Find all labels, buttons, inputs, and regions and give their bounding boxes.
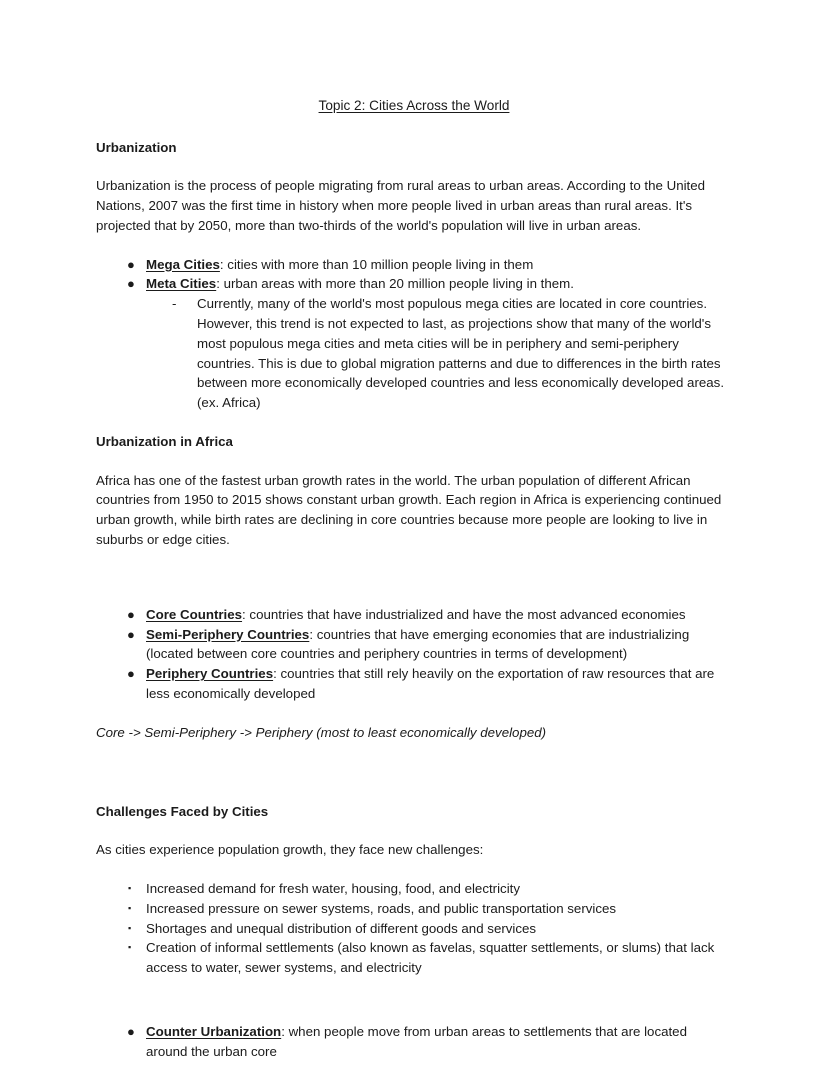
bullet-square-icon: ▪ xyxy=(128,902,132,913)
bullet-disc-icon: ● xyxy=(127,256,135,272)
bullet-square-icon: ▪ xyxy=(128,882,132,893)
paragraph-challenges: As cities experience population growth, they face new challenges: xyxy=(96,842,484,858)
list-item xyxy=(96,664,732,704)
list-item xyxy=(96,1022,732,1062)
spacer xyxy=(96,978,732,1022)
bullet-square-icon: ▪ xyxy=(128,922,132,933)
list-item xyxy=(96,274,732,413)
bullet-list-country-types xyxy=(96,605,732,704)
challenge-text: Shortages and unequal distribution of different goods and services xyxy=(146,920,537,936)
section-heading-challenges: Challenges Faced by Cities xyxy=(96,803,269,819)
list-item xyxy=(96,605,732,625)
term-label: Periphery Countries xyxy=(146,666,274,682)
term-definition: : cities with more than 10 million people living in them xyxy=(219,256,534,272)
term-label: Meta Cities xyxy=(146,276,217,292)
list-item xyxy=(96,255,732,275)
bullet-dash-icon: - xyxy=(172,296,177,312)
challenge-text: Increased pressure on sewer systems, roads, and public transportation services xyxy=(146,900,617,916)
sub-bullet-list xyxy=(146,294,732,413)
challenge-text: Increased demand for fresh water, housing, food, and electricity xyxy=(146,880,521,896)
document-content xyxy=(96,96,732,1061)
spacer xyxy=(96,704,732,723)
section-heading-urbanization-africa: Urbanization in Africa xyxy=(96,433,233,449)
term-label: Mega Cities xyxy=(146,256,220,272)
list-item xyxy=(96,919,732,939)
spacer xyxy=(96,762,732,802)
term-definition: : countries that have industrialized and have the most advanced economies xyxy=(242,606,686,622)
term-definition: : when people move from urban areas to settlements that are located around the urban core xyxy=(146,1023,687,1059)
spacer xyxy=(96,413,732,432)
page-title-text: Topic 2: Cities Across the World xyxy=(318,98,510,113)
bullet-list-challenges xyxy=(96,879,732,978)
challenge-text: Creation of informal settlements (also known as favelas, squatter settlements, or slums) that lack access to water, sewer systems, and electricity xyxy=(146,940,715,976)
list-item xyxy=(96,938,732,978)
bullet-disc-icon: ● xyxy=(127,666,135,682)
bullet-disc-icon: ● xyxy=(127,626,135,642)
page-title xyxy=(96,96,732,116)
bullet-disc-icon: ● xyxy=(127,1023,135,1039)
spacer xyxy=(96,569,732,605)
list-item xyxy=(96,879,732,899)
term-label: Counter Urbanization xyxy=(146,1023,282,1039)
note-development-order: Core -> Semi-Periphery -> Periphery (most to least economically developed) xyxy=(96,724,547,740)
bullet-square-icon: ▪ xyxy=(128,942,132,953)
bullet-disc-icon: ● xyxy=(127,606,135,622)
term-label: Semi-Periphery Countries xyxy=(146,626,310,642)
section-heading-urbanization: Urbanization xyxy=(96,139,177,155)
paragraph-urbanization-africa: Africa has one of the fastest urban growth rates in the world. The urban population of different African countries from 1950 to 2015 shows constant urban growth. Each region in Africa is experiencing continued urban growth, while birth rates are declining in core countries because more people are looking to live in suburbs or edge cities. xyxy=(96,472,722,547)
bullet-list-urbanization xyxy=(96,255,732,413)
paragraph-urbanization: Urbanization is the process of people migrating from rural areas to urban areas. According to the United Nations, 2007 was the first time in history when more people lived in urban areas than rural areas. It's projected that by 2050, more than two-thirds of the world's population will live in urban areas. xyxy=(96,178,706,233)
term-definition: : countries that still rely heavily on the exportation of raw resources that are less economically developed xyxy=(146,666,715,701)
list-item xyxy=(96,625,732,665)
list-item xyxy=(146,294,732,413)
bullet-disc-icon: ● xyxy=(127,276,135,292)
term-definition: : countries that have emerging economies that are industrializing (located between core countries and periphery countries in terms of development) xyxy=(146,626,690,662)
sub-bullet-text: Currently, many of the world's most populous mega cities are located in core countries. However, this trend is not expected to last, as projections show that many of the world's most populous mega cities and meta cities will be in periphery and semi-periphery countries. This is due to global migration patterns and due to differences in the birth rates between more economically developed countries and less economically developed areas. (ex. Africa) xyxy=(197,296,725,411)
bullet-list-counter-urbanization xyxy=(96,1022,732,1062)
term-label: Core Countries xyxy=(146,606,243,622)
term-definition: : urban areas with more than 20 million people living in them. xyxy=(216,276,574,292)
list-item xyxy=(96,899,732,919)
